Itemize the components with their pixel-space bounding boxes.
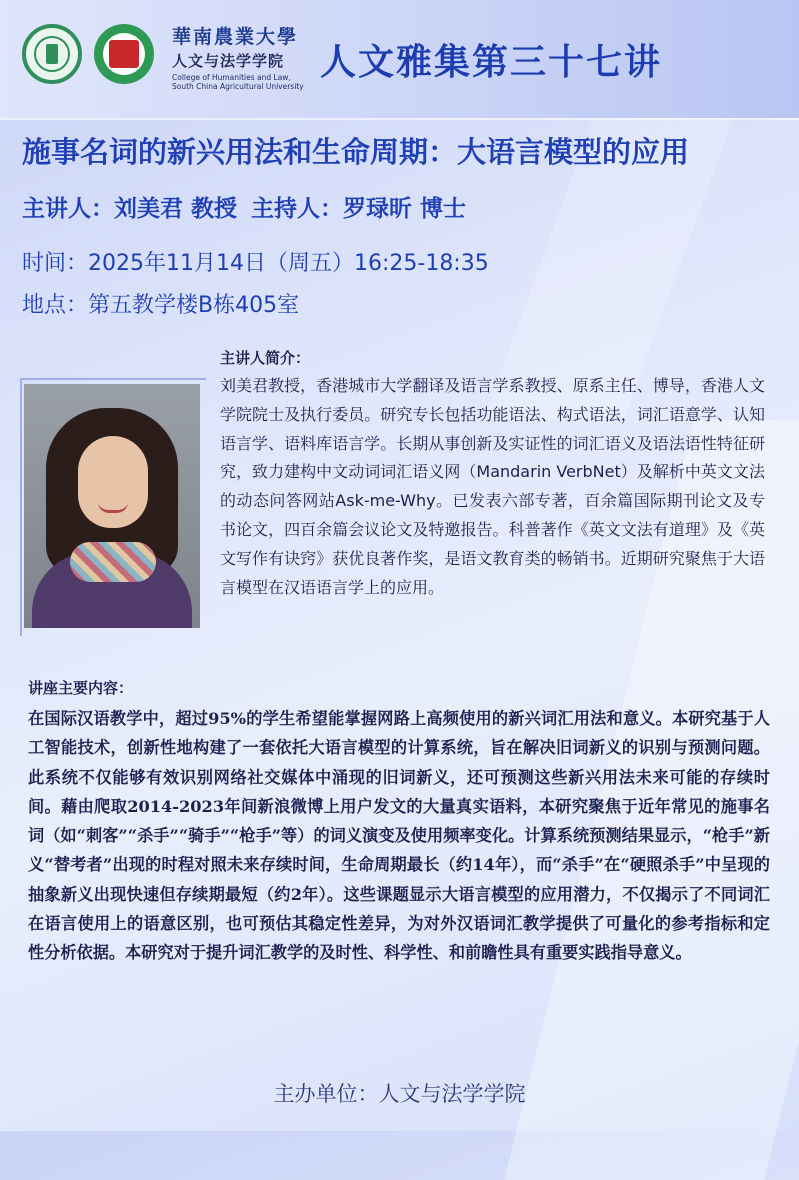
college-name-en: South China Agricultural University bbox=[172, 82, 304, 91]
university-seal-icon bbox=[22, 24, 82, 84]
speaker: 主讲人：刘美君 教授 bbox=[22, 195, 238, 222]
bio-heading: 主讲人简介： bbox=[220, 349, 311, 367]
lecture-title: 施事名词的新兴用法和生命周期：大语言模型的应用 bbox=[22, 135, 690, 169]
event-time: 时间：2025年11月14日（周五）16:25-18:35 bbox=[22, 251, 489, 276]
organizer: 主办单位：人文与法学学院 bbox=[273, 1082, 526, 1106]
bio-text: 刘美君教授，香港城市大学翻译及语言学系教授、原系主任、博导，香港人文学院院士及执行委员。研究专长包括功能语法、构式语法，词汇语意学、认知语言学、语料库语言学。长期从事创新及实证性的词汇语义及语法语性特征研究，致力建构中文动词词汇语义网（Mandarin VerbNet）及解析中英文文法的动态问答网站Ask-me-Why。已发表六部专著，百余篇国际期刊论文及专书论文，四百余篇会议论文及特邀报告。科普著作《英文文法有道理》及《英文写作有诀窍》获优良著作奖，是语文教育类的畅销书。近期研究聚焦于大语言模型在汉语语言学上的应用。 bbox=[220, 376, 765, 597]
speaker-line bbox=[22, 190, 472, 223]
seal-core bbox=[46, 44, 58, 64]
series-title: 人文雅集第三十七讲 bbox=[320, 42, 663, 83]
college-name-cn: 人文与法学学院 bbox=[172, 52, 285, 70]
college-name-en: College of Humanities and Law, bbox=[172, 73, 291, 82]
event-place: 地点：第五教学楼B栋405室 bbox=[22, 293, 300, 318]
poster-header bbox=[0, 0, 799, 118]
abstract-heading: 讲座主要内容： bbox=[28, 679, 134, 697]
speaker-photo bbox=[24, 384, 200, 628]
university-name: 華南農業大學 bbox=[172, 26, 299, 48]
header-divider bbox=[0, 118, 799, 120]
photo-scarf bbox=[70, 542, 156, 582]
photo-face bbox=[78, 436, 148, 528]
abstract-text: 在国际汉语教学中，超过95%的学生希望能掌握网路上高频使用的新兴词汇用法和意义。本研究基于人工智能技术，创新性地构建了一套依托大语言模型的计算系统，旨在解决旧词新义的识别与预测问题。此系统不仅能够有效识别网络社交媒体中涌现的旧词新义，还可预测这些新兴用法未来可能的存续时间。藉由爬取2014-2023年间新浪微博上用户发文的大量真实语料，本研究聚焦于近年常见的施事名词（如“刺客”“杀手”“骑手”“枪手”等）的词义演变及使用频率变化。计算系统预测结果显示，“枪手”新义“替考者”出现的时程对照未来存续时间，生命周期最长（约14年），而“杀手”在“硬照杀手”中呈现的抽象新义出现快速但存续期最短（约2年）。这些课题显示大语言模型的应用潜力，不仅揭示了不同词汇在语言使用上的语意区别，也可预估其稳定性差异，为对外汉语词汇教学提供了可量化的参考指标和定性分析依据。本研究对于提升词汇教学的及时性、科学性、和前瞻性具有重要实践指导意义。 bbox=[28, 709, 770, 963]
host: 主持人：罗琭昕 博士 bbox=[251, 195, 467, 222]
college-seal-icon bbox=[94, 24, 154, 84]
seal-stamp bbox=[109, 40, 139, 68]
